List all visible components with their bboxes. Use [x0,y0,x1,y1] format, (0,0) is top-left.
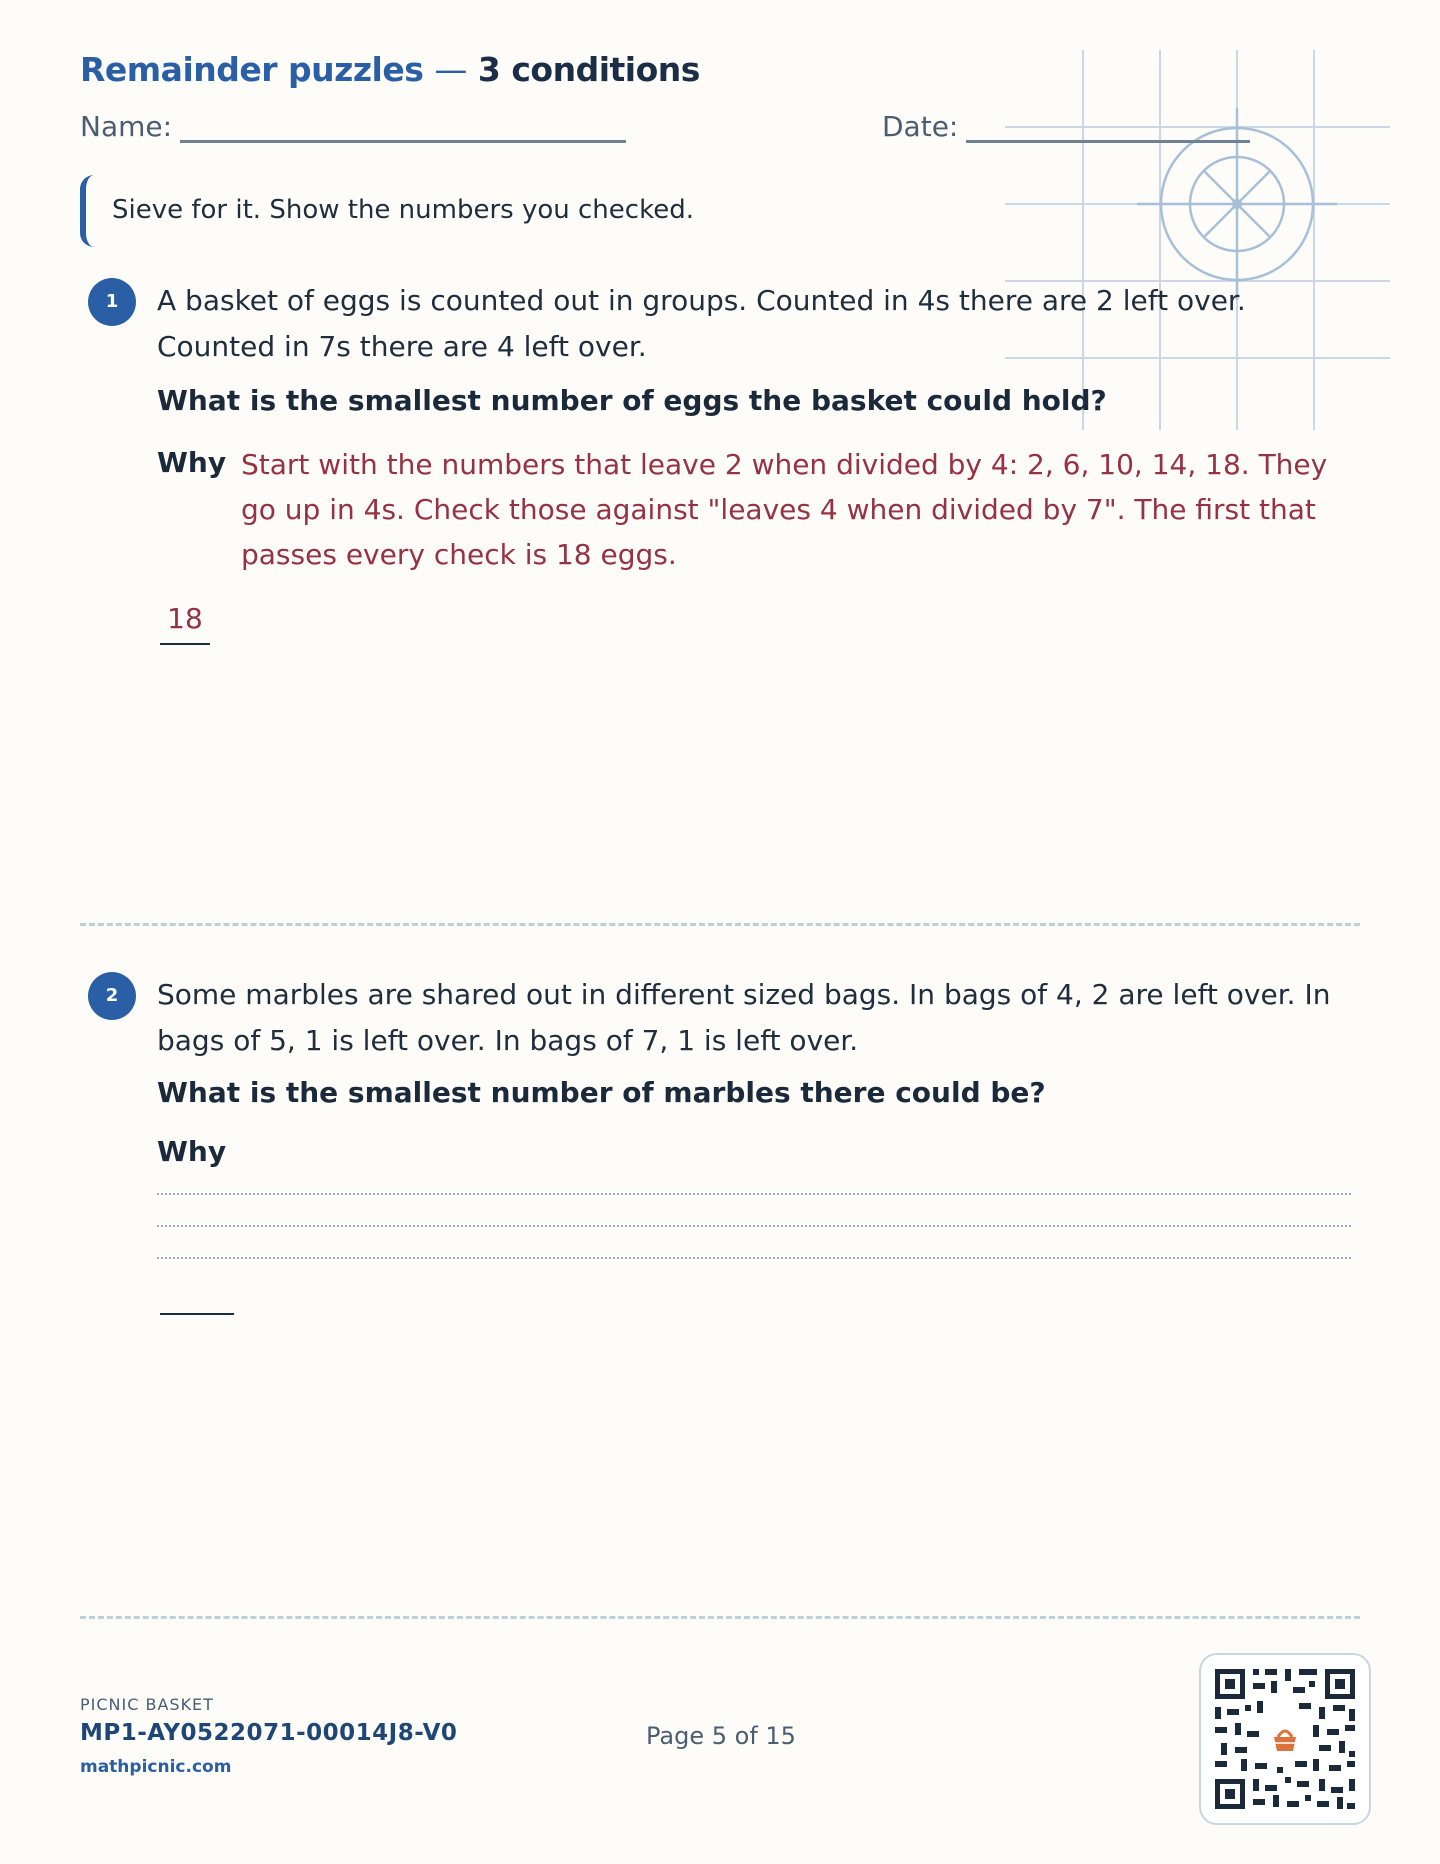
answer-line[interactable] [160,1313,234,1315]
footer-brand: PICNIC BASKET [80,1695,214,1714]
question-text: A basket of eggs is counted out in groups. Counted in 4s there are 2 left over. Counted in 7s there are 4 left over. [157,284,1246,363]
section-divider [80,1616,1360,1619]
why-explanation: Start with the numbers that leave 2 when divided by 4: 2, 6, 10, 14, 18. They go up in 4s. Check those against "leaves 4 when divided by 7". The first that passes every check is 18 eggs. [241,448,1328,571]
question-number-badge: 2 [88,972,136,1020]
qr-code-graphic [1201,1655,1369,1823]
writing-line[interactable] [157,1257,1351,1259]
why-label: Why [157,446,227,479]
date-blank-line[interactable] [966,116,1250,143]
footer-site-link[interactable]: mathpicnic.com [80,1757,232,1777]
footer-code: MP1-AY0522071-00014J8-V0 [80,1720,458,1746]
question-ask: What is the smallest number of eggs the basket could hold? [157,384,1107,417]
title-sub: 3 conditions [477,50,700,89]
page-title [80,50,700,89]
qr-code-icon [1199,1653,1371,1825]
section-divider [80,923,1360,926]
name-label: Name: [80,110,173,143]
date-label: Date: [882,110,959,143]
question-ask: What is the smallest number of marbles there could be? [157,1076,1046,1109]
writing-line[interactable] [157,1193,1351,1195]
question-number-badge: 1 [88,278,136,326]
page-number: Page 5 of 15 [646,1722,796,1750]
instruction-callout [80,175,706,247]
question-text: Some marbles are shared out in different sized bags. In bags of 4, 2 are left over. In bags of 5, 1 is left over. In bags of 7, 1 is left over. [157,978,1331,1057]
writing-line[interactable] [157,1225,1351,1227]
answer-value: 18 [167,602,203,635]
date-field-row [882,110,1250,143]
why-label: Why [157,1135,227,1168]
instruction-text: Sieve for it. Show the numbers you checked. [112,195,694,225]
name-blank-line[interactable] [180,116,626,143]
answer-line[interactable] [160,643,210,645]
target-grid-icon [1005,50,1390,435]
name-field-row [80,110,626,143]
title-separator: — [434,50,467,89]
title-main: Remainder puzzles [80,50,424,89]
